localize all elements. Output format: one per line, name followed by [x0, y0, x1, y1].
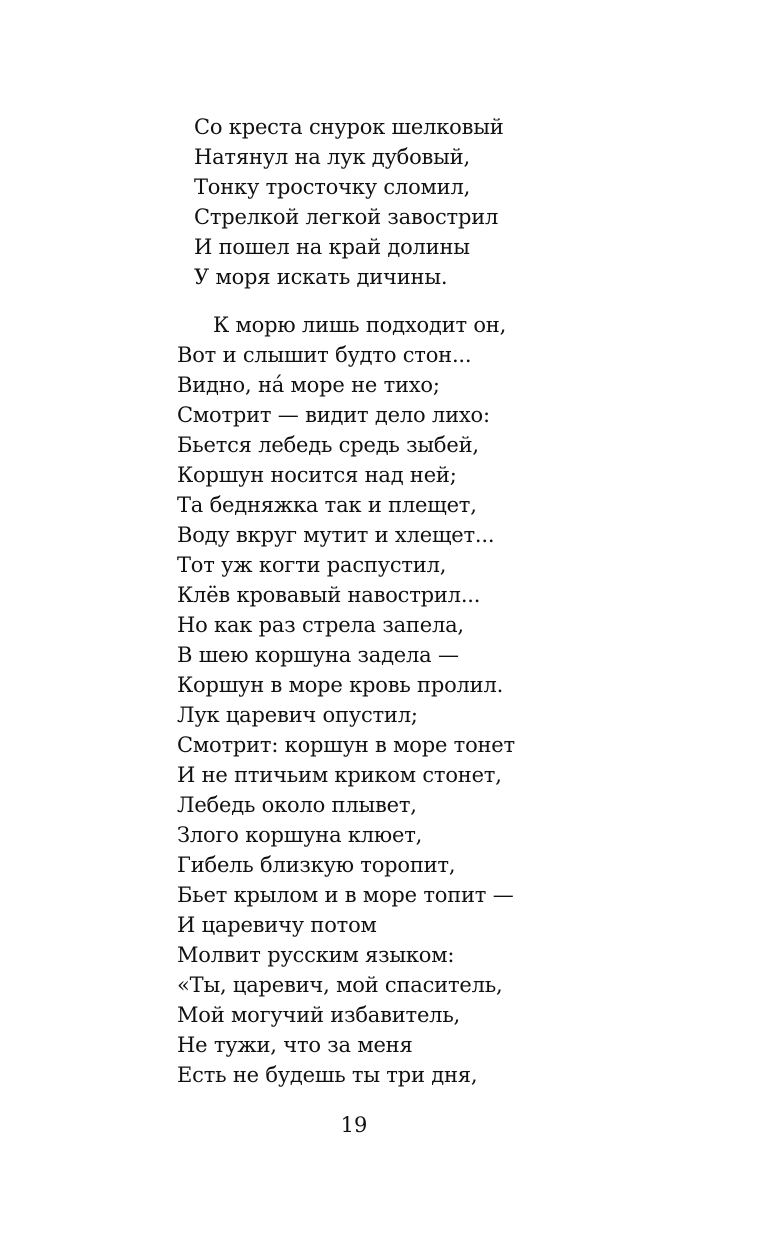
verse-line: Не тужи, что за меня: [177, 1033, 413, 1057]
verse-line: И пошел на край долины: [194, 235, 470, 259]
verse-line: Но как раз стрела запела,: [177, 613, 464, 637]
verse-line: У моря искать дичины.: [194, 265, 448, 289]
verse-line: Лебедь около плывет,: [177, 793, 417, 817]
verse-line: Мой могучий избавитель,: [177, 1003, 461, 1027]
verse-line: Тот уж когти распустил,: [177, 553, 447, 577]
verse-line: Стрелкой легкой завострил: [194, 205, 499, 229]
verse-line: Смотрит: коршун в море тонет: [177, 733, 515, 757]
verse-line: Клёв кровавый навострил...: [177, 583, 481, 607]
stanza-1: [194, 112, 504, 292]
verse-line: Коршун в море кровь пролил.: [177, 673, 504, 697]
page-number: [0, 1110, 768, 1140]
verse-line: Воду вкруг мутит и хлещет...: [177, 523, 495, 547]
verse-line: Есть не будешь ты три дня,: [177, 1063, 478, 1087]
verse-line: И не птичьим криком стонет,: [177, 763, 502, 787]
verse-line: Вот и слышит будто стон...: [177, 343, 472, 367]
verse-line: Тонку тросточку сломил,: [194, 175, 471, 199]
verse-line: Бьет крылом и в море топит —: [177, 883, 514, 907]
verse-line: Лук царевич опустил;: [177, 703, 418, 727]
page-number-text: 19: [340, 1113, 368, 1137]
verse-line: Смотрит — видит дело лихо:: [177, 403, 490, 427]
verse-line: Гибель близкую торопит,: [177, 853, 456, 877]
verse-line: И царевичу потом: [177, 913, 377, 937]
verse-line: К морю лишь подходит он,: [213, 313, 507, 337]
stanza-2: [177, 310, 515, 1090]
verse-line: Злого коршуна клюет,: [177, 823, 423, 847]
verse-line: Видно, на́ море не тихо;: [177, 373, 440, 397]
verse-line: Бьется лебедь средь зыбей,: [177, 433, 479, 457]
verse-line: Та бедняжка так и плещет,: [177, 493, 477, 517]
verse-line: В шею коршуна задела —: [177, 643, 459, 667]
verse-line: Коршун носится над ней;: [177, 463, 457, 487]
verse-line: Молвит русским языком:: [177, 943, 455, 967]
verse-line: «Ты, царевич, мой спаситель,: [177, 973, 503, 997]
verse-line: Натянул на лук дубовый,: [194, 145, 470, 169]
verse-line: Со креста снурок шелковый: [194, 115, 504, 139]
